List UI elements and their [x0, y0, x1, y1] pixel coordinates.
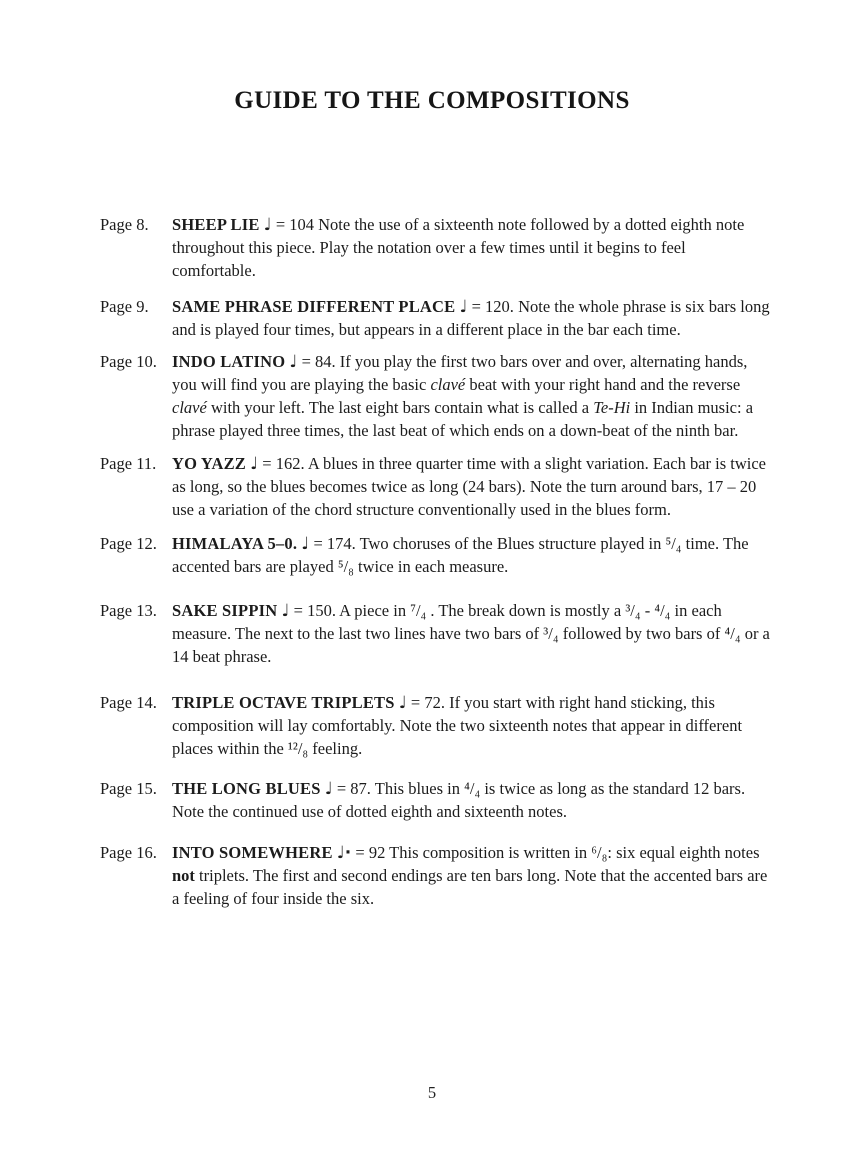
entry-text — [172, 841, 770, 910]
entry-body-segment: If you play the first two bars over and over, alternating hands, you will find you are playing the basic — [172, 352, 748, 394]
guide-entry-page-8 — [100, 213, 770, 282]
composition-title: TRIPLE OCTAVE TRIPLETS — [172, 693, 395, 712]
entry-body-segment-italic: Te-Hi — [593, 398, 631, 417]
composition-title: INDO LATINO — [172, 352, 286, 371]
entry-body-segment: A piece in ⁷/₄ . The break down is mostly a ³/₄ - ⁴/₄ in each measure. The next to the last two lines have two bars of ³/₄ followed by two bars of ⁴/₄ or a 14 beat phrase. — [172, 601, 770, 666]
guide-entry-page-10 — [100, 350, 770, 442]
guide-entry-page-16 — [100, 841, 770, 910]
composition-title: SHEEP LIE — [172, 215, 260, 234]
entry-body-segment-italic: clavé — [430, 375, 466, 394]
guide-entry-page-12 — [100, 532, 770, 578]
tempo-marking: = 150. — [293, 601, 336, 620]
entry-page-label: Page 9. — [100, 297, 149, 316]
entry-page-label: Page 14. — [100, 693, 157, 712]
guide-entry-page-14 — [100, 691, 770, 760]
entry-text — [172, 213, 770, 282]
quarter-note-icon: ♩ — [398, 693, 407, 713]
guide-entries-list — [0, 213, 864, 910]
composition-title: SAME PHRASE DIFFERENT PLACE — [172, 297, 456, 316]
quarter-note-icon: ♩ — [281, 601, 290, 621]
composition-title: HIMALAYA 5–0. — [172, 534, 298, 553]
entry-page-label: Page 11. — [100, 454, 157, 473]
composition-title: YO YAZZ — [172, 454, 246, 473]
entry-body-segment: This composition is written in ⁶/₈: six equal eighth notes — [389, 843, 760, 862]
quarter-note-icon: ♩ — [301, 534, 310, 554]
composition-title: THE LONG BLUES — [172, 779, 321, 798]
guide-entry-page-13 — [100, 599, 770, 668]
page-title: GUIDE TO THE COMPOSITIONS — [234, 87, 630, 114]
entry-body-segment: Note the whole phrase is six bars long and is played four times, but appears in a different place in the bar each time. — [172, 297, 770, 339]
entry-page-label: Page 15. — [100, 779, 157, 798]
entry-body-segment: with your left. The last eight bars contain what is called a — [206, 398, 594, 417]
entry-body-segment: A blues in three quarter time with a slight variation. Each bar is twice as long, so the blues becomes twice as long (24 bars). Note the turn around bars, 17 – 20 use a variation of the chord structure conventionally used in the blues form. — [172, 454, 767, 519]
tempo-marking: = 120. — [471, 297, 514, 316]
guide-entry-page-9 — [100, 295, 770, 341]
tempo-marking: = 92 — [355, 843, 386, 862]
entry-text — [172, 599, 770, 668]
guide-entry-page-15 — [100, 777, 770, 823]
entry-text — [172, 532, 770, 578]
entry-page-label: Page 8. — [100, 215, 149, 234]
tempo-marking: = 72. — [410, 693, 445, 712]
tempo-marking: = 84. — [301, 352, 336, 371]
entry-body-segment: If you start with right hand sticking, this composition will lay comfortably. Note the two sixteenth notes that appear in different places within the ¹²/₈ feeling. — [172, 693, 743, 758]
entry-body-segment: This blues in ⁴/₄ is twice as long as the standard 12 bars. Note the continued use of dotted eighth and sixteenth notes. — [172, 779, 746, 821]
quarter-note-icon: ♩ — [263, 215, 272, 235]
quarter-note-icon: ♩ — [324, 779, 333, 799]
entry-body-segment: in Indian music: a phrase played three times, the last beat of which ends on a down-beat of the ninth bar. — [172, 398, 754, 440]
entry-body-segment: Two choruses of the Blues structure played in ⁵/₄ time. The accented bars are played ⁵/₈ twice in each measure. — [172, 534, 749, 576]
entry-body-segment-italic: clavé — [172, 398, 207, 417]
entry-text — [172, 777, 770, 823]
entry-text — [172, 350, 770, 442]
dotted-quarter-note-icon: ♩· — [336, 843, 352, 863]
page-number-footer: 5 — [427, 1083, 437, 1102]
entry-text — [172, 691, 770, 760]
entry-page-label: Page 13. — [100, 601, 157, 620]
tempo-marking: = 162. — [262, 454, 305, 473]
tempo-marking: = 104 — [275, 215, 315, 234]
quarter-note-icon: ♩ — [459, 297, 468, 317]
guide-entry-page-11 — [100, 452, 770, 521]
entry-page-label: Page 16. — [100, 843, 157, 862]
entry-body-segment: triplets. The first and second endings are ten bars long. Note that the accented bars are a feeling of four inside the six. — [172, 866, 768, 908]
entry-body-segment-bold: not — [172, 866, 195, 885]
tempo-marking: = 87. — [336, 779, 371, 798]
entry-body-segment: beat with your right hand and the reverse — [465, 375, 741, 394]
entry-page-label: Page 12. — [100, 534, 157, 553]
entry-text — [172, 295, 770, 341]
quarter-note-icon: ♩ — [289, 352, 298, 372]
entry-body-segment: Note the use of a sixteenth note followed by a dotted eighth note throughout this piece. Play the notation over a few times until it begins to feel comfortable. — [172, 215, 745, 280]
quarter-note-icon: ♩ — [250, 454, 259, 474]
tempo-marking: = 174. — [313, 534, 356, 553]
entry-text — [172, 452, 770, 521]
composition-title: SAKE SIPPIN — [172, 601, 278, 620]
composition-title: INTO SOMEWHERE — [172, 843, 333, 862]
entry-page-label: Page 10. — [100, 352, 157, 371]
